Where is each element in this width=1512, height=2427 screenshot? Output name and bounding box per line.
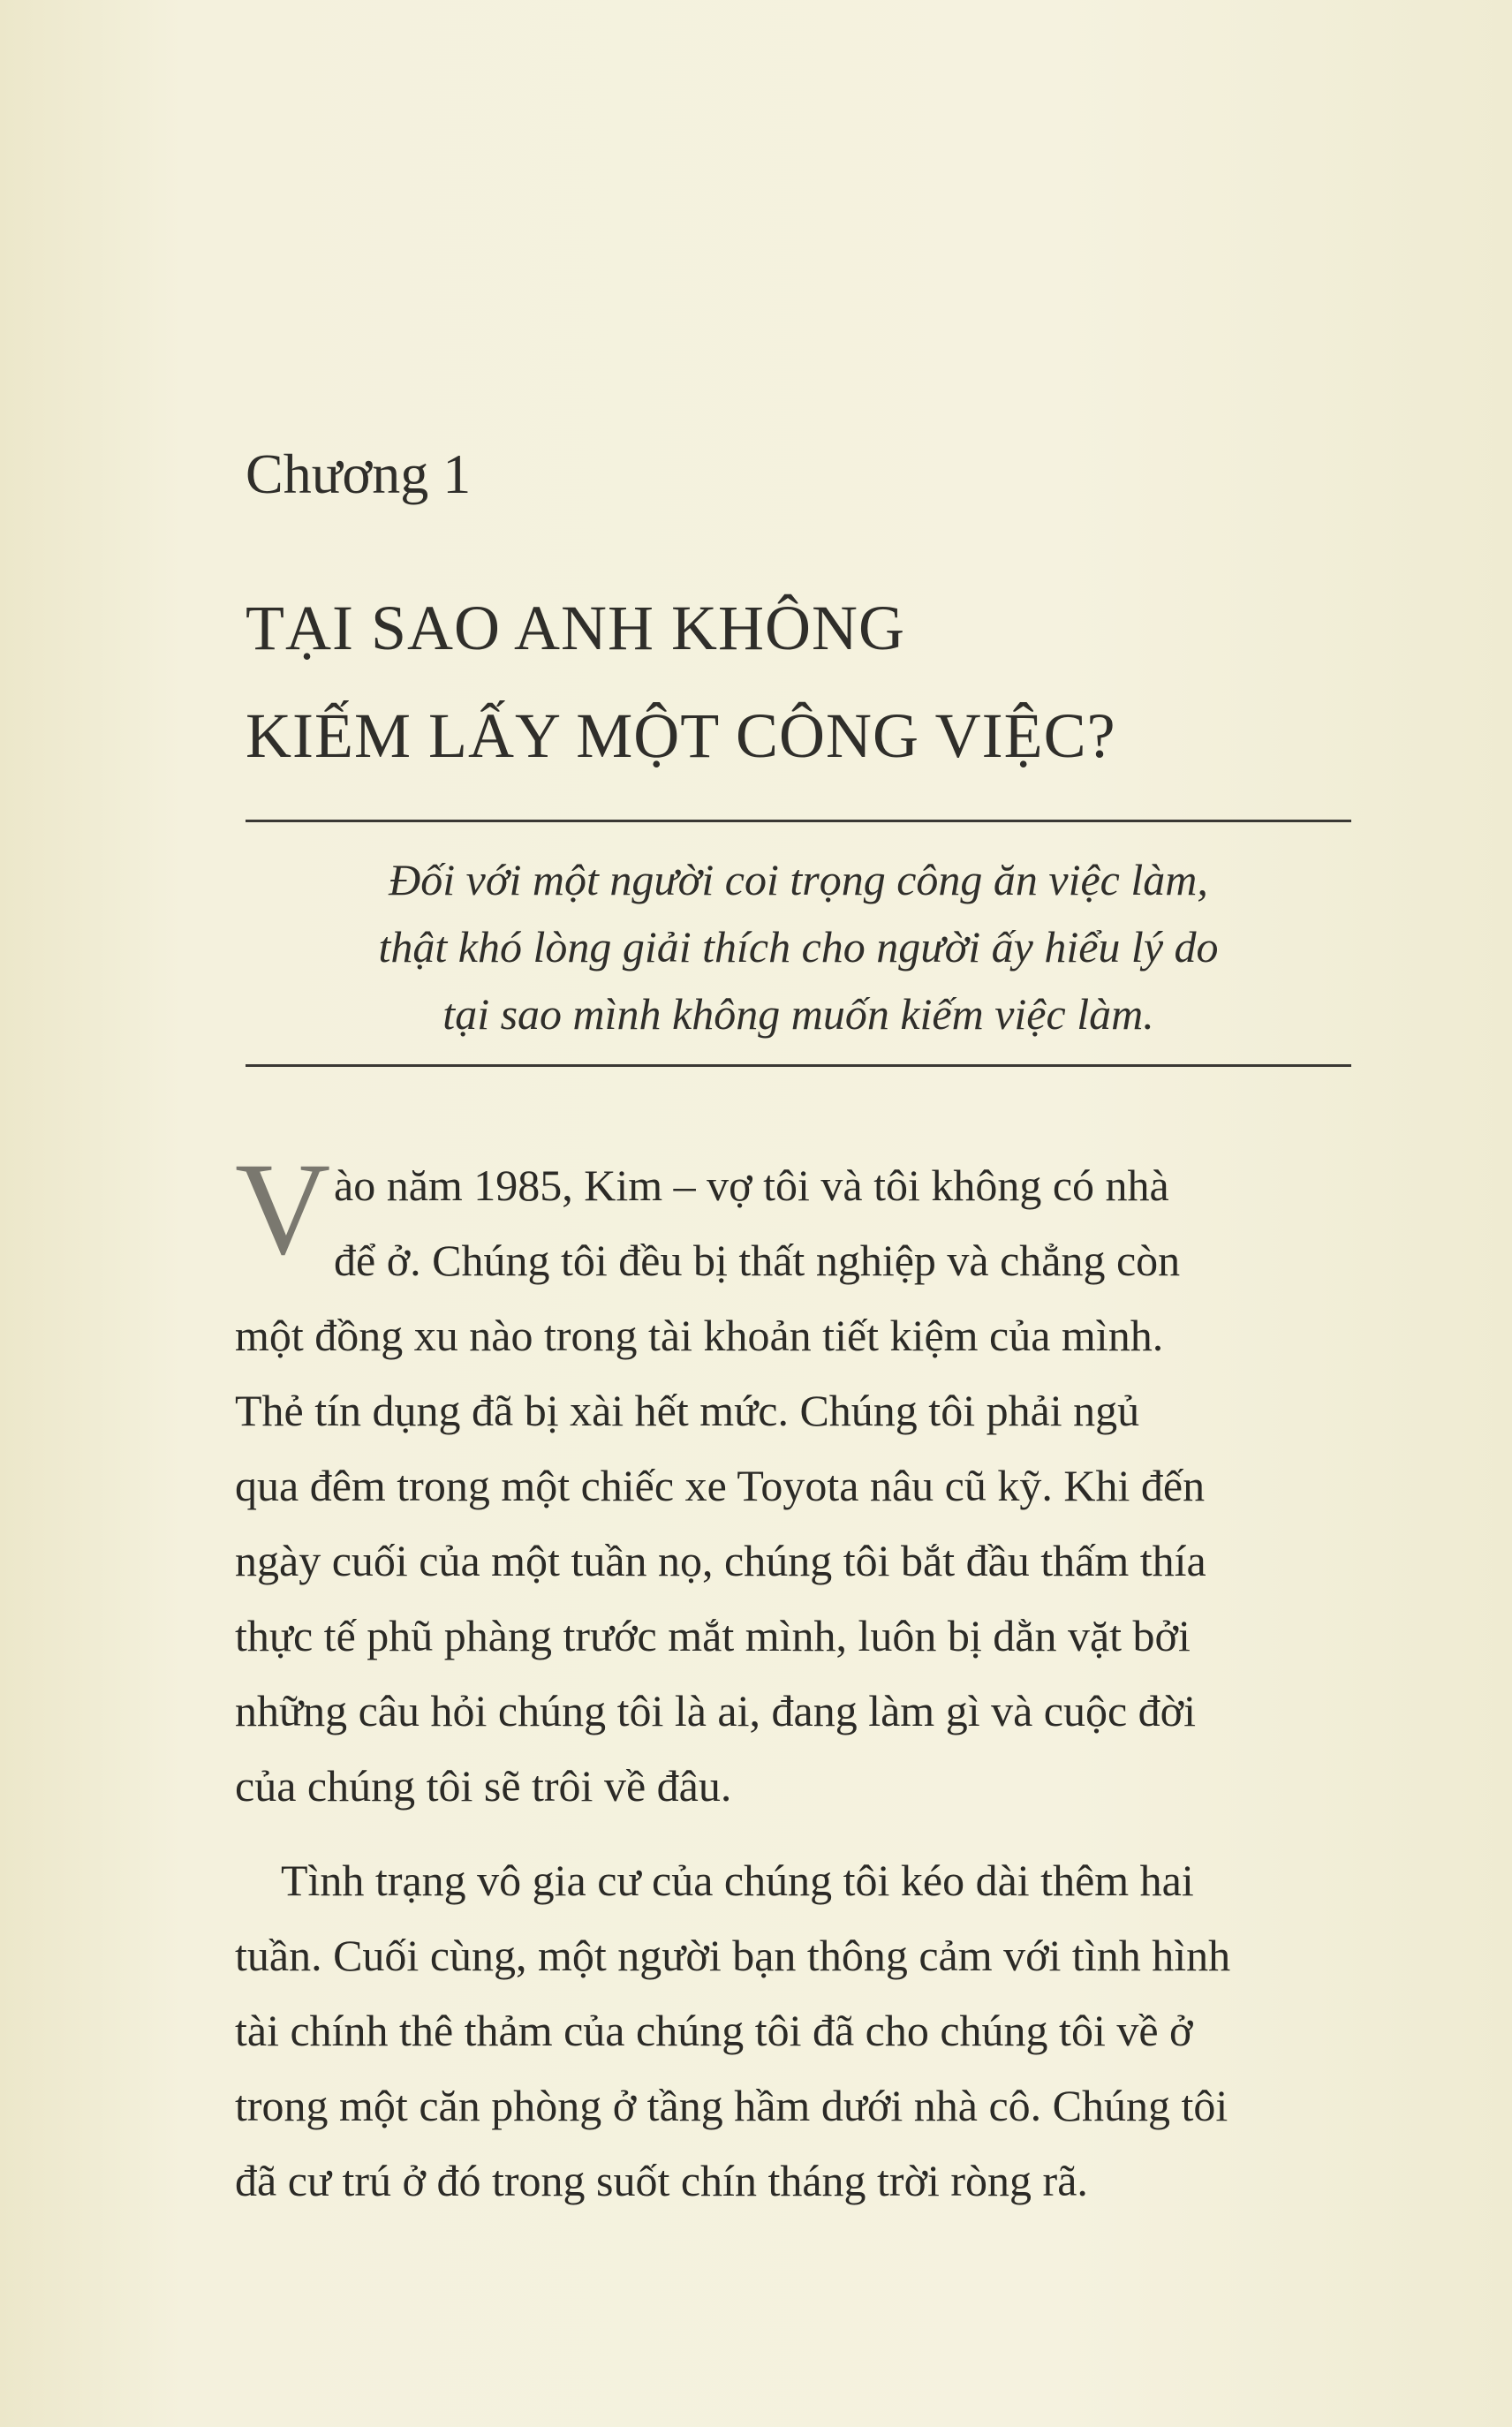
text-line: ngày cuối của một tuần nọ, chúng tôi bắt đầu thấm thía	[235, 1536, 1206, 1585]
epigraph-line: tại sao mình không muốn kiếm việc làm.	[442, 989, 1154, 1039]
text-line: Tình trạng vô gia cư của chúng tôi kéo dài thêm hai	[281, 1856, 1194, 1905]
paragraph-2	[235, 1843, 1357, 2219]
text-line: Thẻ tín dụng đã bị xài hết mức. Chúng tôi phải ngủ	[235, 1386, 1140, 1435]
text-line: đã cư trú ở đó trong suốt chín tháng trời ròng rã.	[235, 2156, 1088, 2205]
show-through-texture	[230, 194, 1431, 269]
epigraph-line: thật khó lòng giải thích cho người ấy hiểu lý do	[378, 922, 1219, 972]
chapter-title-line: KIẾM LẤY MỘT CÔNG VIỆC?	[246, 700, 1116, 771]
text-line: những câu hỏi chúng tôi là ai, đang làm gì và cuộc đời	[235, 1686, 1196, 1735]
epigraph-rule-top	[246, 820, 1351, 822]
text-line: tài chính thê thảm của chúng tôi đã cho chúng tôi về ở	[235, 2006, 1193, 2055]
text-line: tuần. Cuối cùng, một người bạn thông cảm với tình hình	[235, 1931, 1231, 1980]
chapter-title	[246, 574, 1116, 790]
epigraph-rule-bottom	[246, 1064, 1351, 1067]
text-line: trong một căn phòng ở tầng hầm dưới nhà cô. Chúng tôi	[235, 2081, 1228, 2130]
body-text	[235, 1136, 1357, 2238]
text-line: của chúng tôi sẽ trôi về đâu.	[235, 1761, 732, 1811]
epigraph	[246, 846, 1351, 1047]
epigraph-line: Đối với một người coi trọng công ăn việc làm,	[389, 855, 1208, 904]
chapter-title-line: TẠI SAO ANH KHÔNG	[246, 593, 905, 663]
paragraph-1	[235, 1136, 1357, 1824]
text-line: qua đêm trong một chiếc xe Toyota nâu cũ kỹ. Khi đến	[235, 1461, 1206, 1510]
text-line: thực tế phũ phàng trước mắt mình, luôn bị dằn vặt bởi	[235, 1611, 1191, 1660]
text-line: để ở. Chúng tôi đều bị thất nghiệp và chẳng còn	[334, 1236, 1181, 1285]
text-line: một đồng xu nào trong tài khoản tiết kiệm của mình.	[235, 1311, 1164, 1360]
drop-cap: V	[235, 1136, 331, 1282]
chapter-label: Chương 1	[246, 442, 472, 505]
text-line: ào năm 1985, Kim – vợ tôi và tôi không có nhà	[334, 1161, 1169, 1210]
